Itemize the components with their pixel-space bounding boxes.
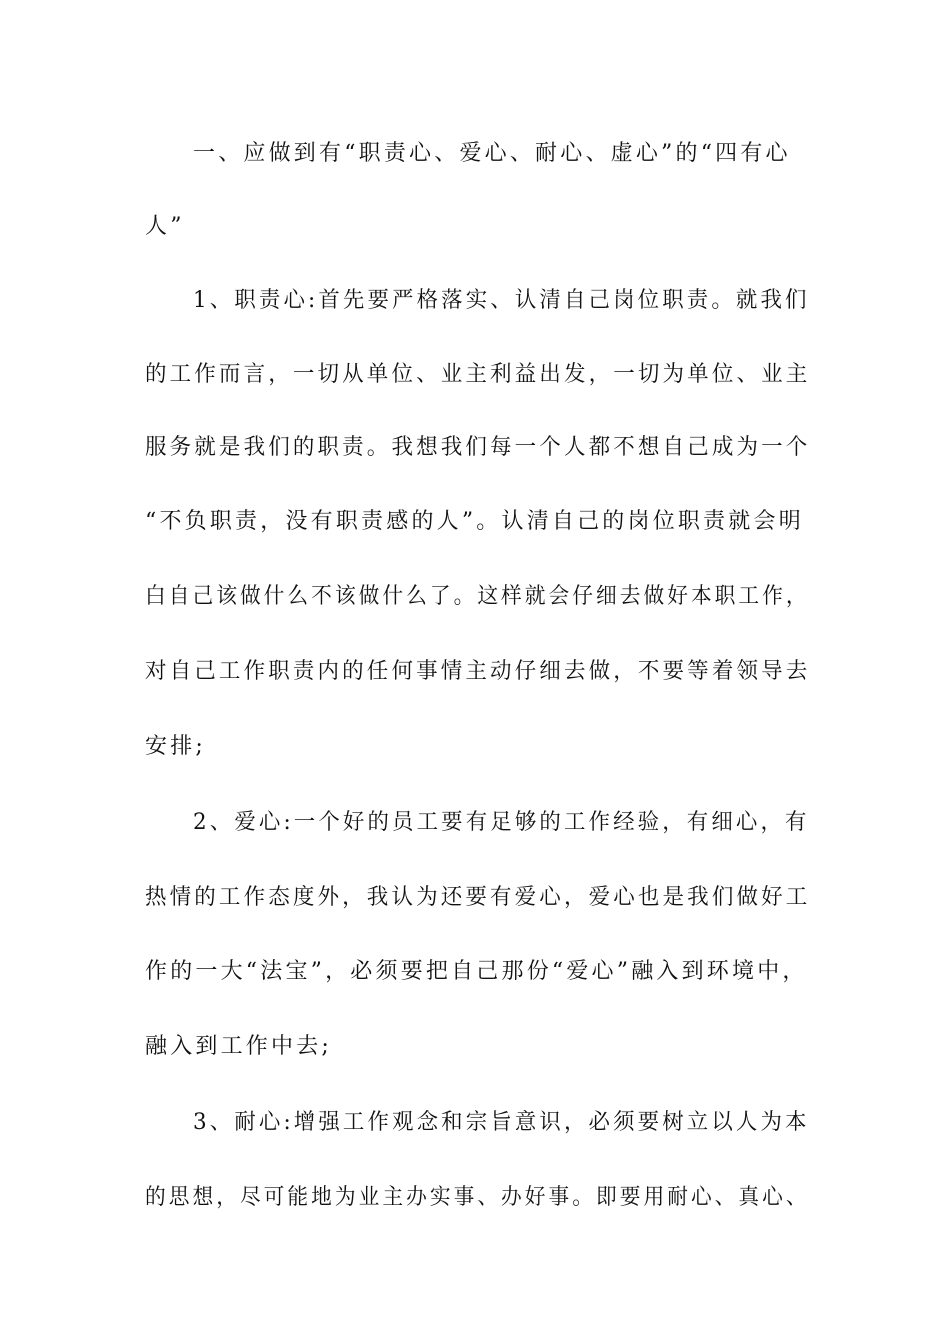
paragraph-2-line-2: 热情的工作态度外，我认为还要有爱心，爱心也是我们做好工 bbox=[145, 885, 811, 910]
paragraph-1-line-1: 1、职责心:首先要严格落实、认清自己岗位职责。就我们 bbox=[193, 288, 810, 313]
paragraph-2-line-3: 作的一大“法宝”，必须要把自己那份“爱心”融入到环境中， bbox=[145, 959, 808, 984]
paragraph-1-line-5: 白自己该做什么不该做什么了。这样就会仔细去做好本职工作， bbox=[145, 584, 810, 609]
paragraph-1-line-6: 对自己工作职责内的任何事情主动仔细去做，不要等着领导去 bbox=[145, 659, 811, 684]
paragraph-3-line-2: 的思想，尽可能地为业主办实事、办好事。即要用耐心、真心、 bbox=[145, 1185, 810, 1210]
paragraph-2-line-4: 融入到工作中去; bbox=[145, 1034, 333, 1059]
paragraph-3-line-1: 3、耐心:增强工作观念和宗旨意识，必须要树立以人为本 bbox=[193, 1110, 810, 1135]
heading-line-2: 人” bbox=[145, 214, 185, 239]
paragraph-1-line-2: 的工作而言，一切从单位、业主利益出发，一切为单位、业主 bbox=[145, 362, 811, 387]
paragraph-1-line-4: “不负职责，没有职责感的人”。认清自己的岗位职责就会明 bbox=[145, 509, 804, 534]
paragraph-1-line-3: 服务就是我们的职责。我想我们每一个人都不想自己成为一个 bbox=[145, 435, 811, 460]
heading-line-1: 一、应做到有“职责心、爱心、耐心、虚心”的“四有心 bbox=[193, 141, 791, 166]
paragraph-2-line-1: 2、爱心:一个好的员工要有足够的工作经验，有细心，有 bbox=[193, 810, 810, 835]
paragraph-1-line-7: 安排; bbox=[145, 734, 207, 759]
